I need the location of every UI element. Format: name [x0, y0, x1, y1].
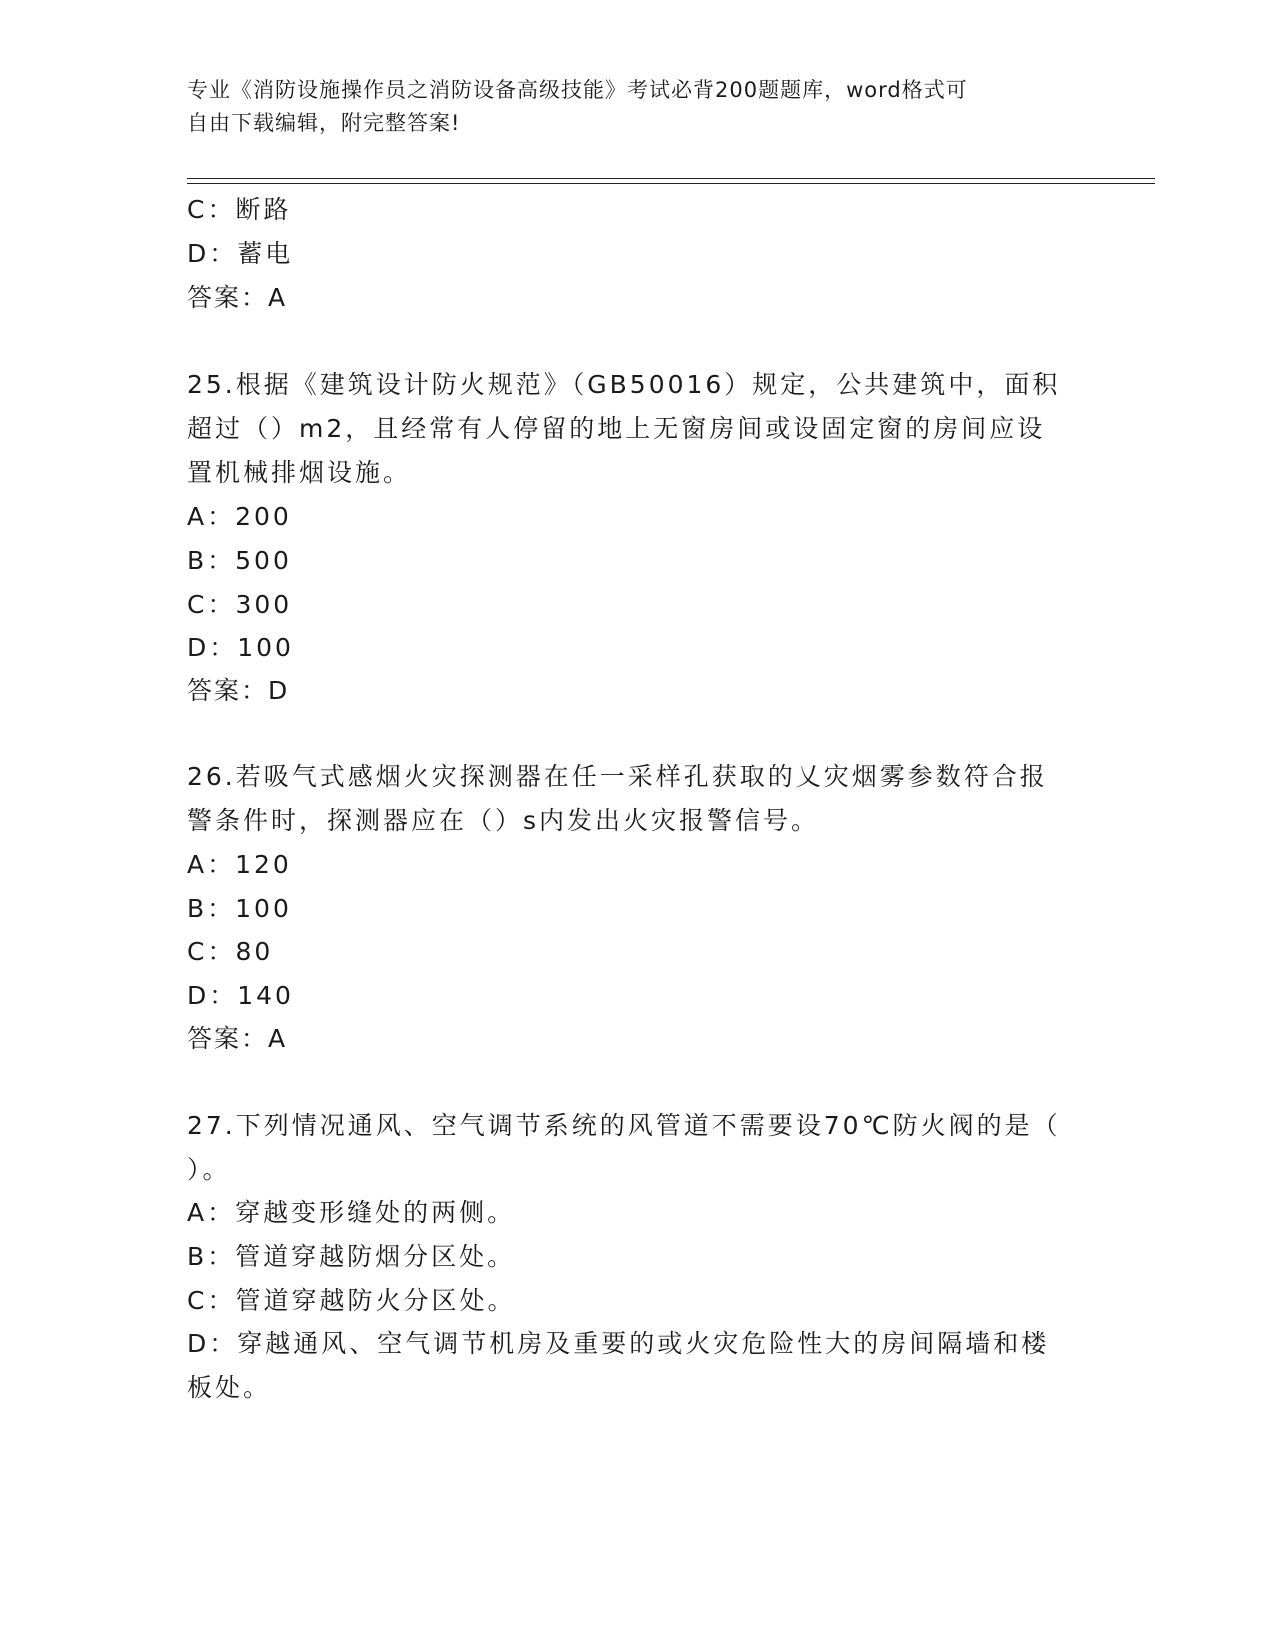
q27-option-b: B：管道穿越防烟分区处。: [187, 1242, 516, 1271]
q27-option-d-line-2: 板处。: [187, 1373, 272, 1402]
q26-stem-line-2: 警条件时，探测器应在（）s内发出火灾报警信号。: [187, 806, 820, 835]
q27-stem-line-2: ）。: [187, 1155, 231, 1184]
q25-option-a: A：200: [187, 502, 292, 531]
q26-option-d: D：140: [187, 981, 294, 1010]
q26-stem-line-1: 26.若吸气式感烟火灾探测器在任一采样孔获取的乂灾烟雾参数符合报: [187, 762, 1048, 791]
prev-option-d: D：蓄电: [187, 239, 294, 268]
header-line-2: 自由下载编辑，附完整答案!: [187, 111, 461, 135]
q26-option-c: C：80: [187, 937, 274, 966]
q25-stem-line-1: 25.根据《建筑设计防火规范》（GB50016）规定，公共建筑中，面积: [187, 370, 1061, 399]
q27-stem-line-1: 27.下列情况通风、空气调节系统的风管道不需要设70℃防火阀的是（: [187, 1111, 1061, 1140]
prev-answer: 答案：A: [187, 283, 288, 312]
q25-stem-line-3: 置机械排烟设施。: [187, 458, 412, 487]
q25-option-d: D：100: [187, 633, 294, 662]
q25-stem-line-2: 超过（）m2，且经常有人停留的地上无窗房间或设固定窗的房间应设: [187, 414, 1046, 443]
header-divider-bottom: [187, 183, 1155, 184]
header-line-1: 专业《消防设施操作员之消防设备高级技能》考试必背200题题库，word格式可: [187, 78, 968, 102]
q25-option-b: B：500: [187, 546, 292, 575]
header-divider-top: [187, 178, 1155, 179]
q26-option-b: B：100: [187, 894, 292, 923]
q26-option-a: A：120: [187, 850, 292, 879]
prev-option-c: C：断路: [187, 195, 292, 224]
q26-answer: 答案：A: [187, 1024, 288, 1053]
q27-option-c: C：管道穿越防火分区处。: [187, 1286, 516, 1315]
q25-option-c: C：300: [187, 590, 293, 619]
q27-option-d-line-1: D：穿越通风、空气调节机房及重要的或火灾危险性大的房间隔墙和楼: [187, 1329, 1050, 1358]
q27-option-a: A：穿越变形缝处的两侧。: [187, 1198, 516, 1227]
document-header: [187, 74, 1087, 140]
q25-answer: 答案：D: [187, 676, 290, 705]
